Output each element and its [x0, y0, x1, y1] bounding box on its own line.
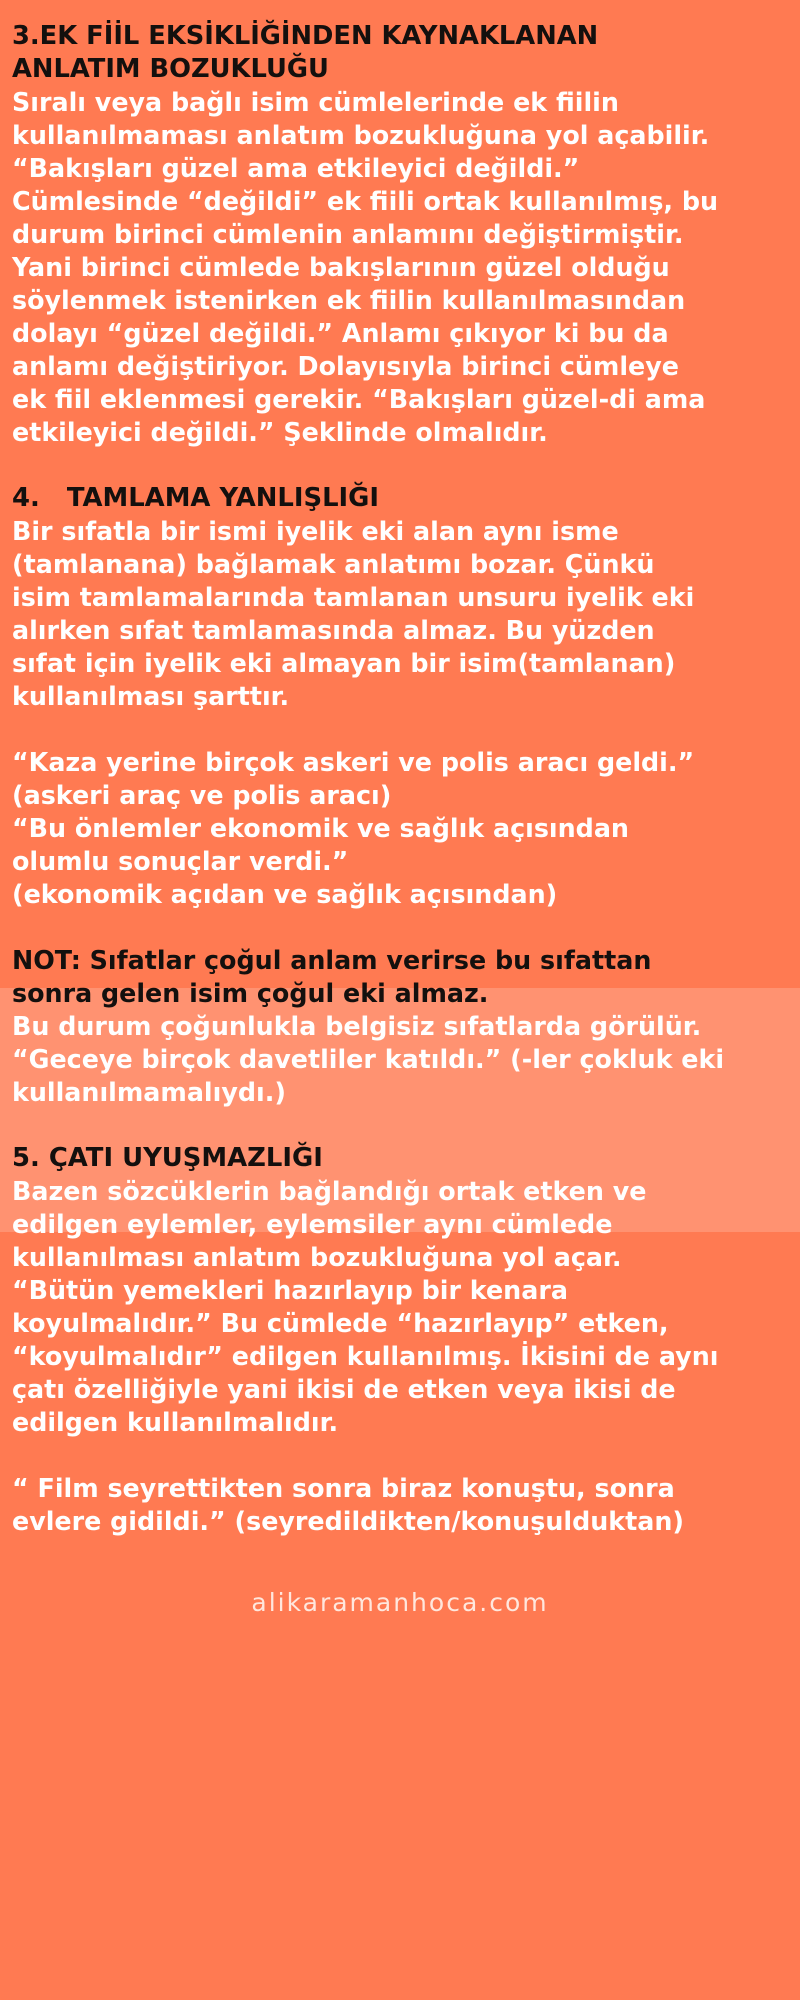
text-line: kullanılmamalıydı.): [12, 1077, 286, 1107]
text-line: sıfat için iyelik eki almayan bir isim(tamlanan): [12, 648, 676, 678]
note-body: [12, 1010, 798, 1109]
article-content: [12, 20, 798, 1538]
section-5-example: [12, 1472, 798, 1538]
heading-line: ANLATIM BOZUKLUĞU: [12, 54, 329, 84]
section-3-body: [12, 86, 798, 449]
text-line: Yani birinci cümlede bakışlarının güzel olduğu: [12, 252, 670, 282]
text-line: kullanılması anlatım bozukluğuna yol açar.: [12, 1242, 622, 1272]
text-line: “Kaza yerine birçok askeri ve polis aracı geldi.”: [12, 747, 695, 777]
text-line: (askeri araç ve polis aracı): [12, 780, 392, 810]
text-line: Bir sıfatla bir ismi iyelik eki alan aynı isme: [12, 516, 619, 546]
text-line: kullanılması şarttır.: [12, 681, 290, 711]
section-5-heading: 5. ÇATI UYUŞMAZLIĞI: [12, 1143, 323, 1173]
text-line: Cümlesinde “değildi” ek fiili ortak kullanılmış, bu: [12, 186, 719, 216]
text-line: (tamlanana) bağlamak anlatımı bozar. Çünkü: [12, 549, 655, 579]
section-3-heading: [12, 20, 798, 86]
text-line: alırken sıfat tamlamasında almaz. Bu yüzden: [12, 615, 655, 645]
text-line: kullanılmaması anlatım bozukluğuna yol açabilir.: [12, 120, 710, 150]
text-line: durum birinci cümlenin anlamını değiştirmiştir.: [12, 219, 684, 249]
spacer: [12, 1109, 798, 1142]
text-line: edilgen eylemler, eylemsiler aynı cümlede: [12, 1209, 613, 1239]
text-line: “Bakışları güzel ama etkileyici değildi.”: [12, 153, 580, 183]
spacer: [12, 1439, 798, 1472]
text-line: ek fiil eklenmesi gerekir. “Bakışları güzel-di ama: [12, 384, 706, 414]
heading-line: 3.EK FİİL EKSİKLİĞİNDEN KAYNAKLANAN: [12, 21, 599, 51]
text-line: “ Film seyrettikten sonra biraz konuştu, sonra: [12, 1473, 675, 1503]
text-line: koyulmalıdır.” Bu cümlede “hazırlayıp” etken,: [12, 1308, 669, 1338]
spacer: [12, 449, 798, 482]
text-line: olumlu sonuçlar verdi.”: [12, 846, 349, 876]
site-footer-link[interactable]: alikaramanhoca.com: [251, 1588, 549, 1617]
section-4-heading: 4. TAMLAMA YANLIŞLIĞI: [12, 483, 380, 513]
text-line: “Bu önlemler ekonomik ve sağlık açısından: [12, 813, 629, 843]
spacer: [12, 911, 798, 944]
text-line: dolayı “güzel değildi.” Anlamı çıkıyor ki bu da: [12, 318, 669, 348]
text-line: NOT: Sıfatlar çoğul anlam verirse bu sıfattan: [12, 945, 652, 975]
section-4-examples: [12, 746, 798, 911]
text-line: “Geceye birçok davetliler katıldı.” (-ler çokluk eki: [12, 1044, 725, 1074]
text-line: anlamı değiştiriyor. Dolayısıyla birinci cümleye: [12, 351, 679, 381]
text-line: evlere gidildi.” (seyredildikten/konuşulduktan): [12, 1506, 685, 1536]
text-line: Sıralı veya bağlı isim cümlelerinde ek fiilin: [12, 87, 619, 117]
spacer: [12, 713, 798, 746]
section-4-body: [12, 515, 798, 713]
text-line: isim tamlamalarında tamlanan unsuru iyelik eki: [12, 582, 695, 612]
text-line: Bazen sözcüklerin bağlandığı ortak etken ve: [12, 1176, 647, 1206]
text-line: Bu durum çoğunlukla belgisiz sıfatlarda görülür.: [12, 1011, 702, 1041]
text-line: etkileyici değildi.” Şeklinde olmalıdır.: [12, 417, 548, 447]
section-5-body: [12, 1175, 798, 1439]
text-line: sonra gelen isim çoğul eki almaz.: [12, 978, 489, 1008]
text-line: edilgen kullanılmalıdır.: [12, 1407, 339, 1437]
text-line: “koyulmalıdır” edilgen kullanılmış. İkisini de aynı: [12, 1341, 719, 1371]
text-line: söylenmek istenirken ek fiilin kullanılmasından: [12, 285, 686, 315]
note-heading: [12, 944, 798, 1010]
text-line: çatı özelliğiyle yani ikisi de etken veya ikisi de: [12, 1374, 676, 1404]
text-line: “Bütün yemekleri hazırlayıp bir kenara: [12, 1275, 568, 1305]
text-line: (ekonomik açıdan ve sağlık açısından): [12, 879, 558, 909]
